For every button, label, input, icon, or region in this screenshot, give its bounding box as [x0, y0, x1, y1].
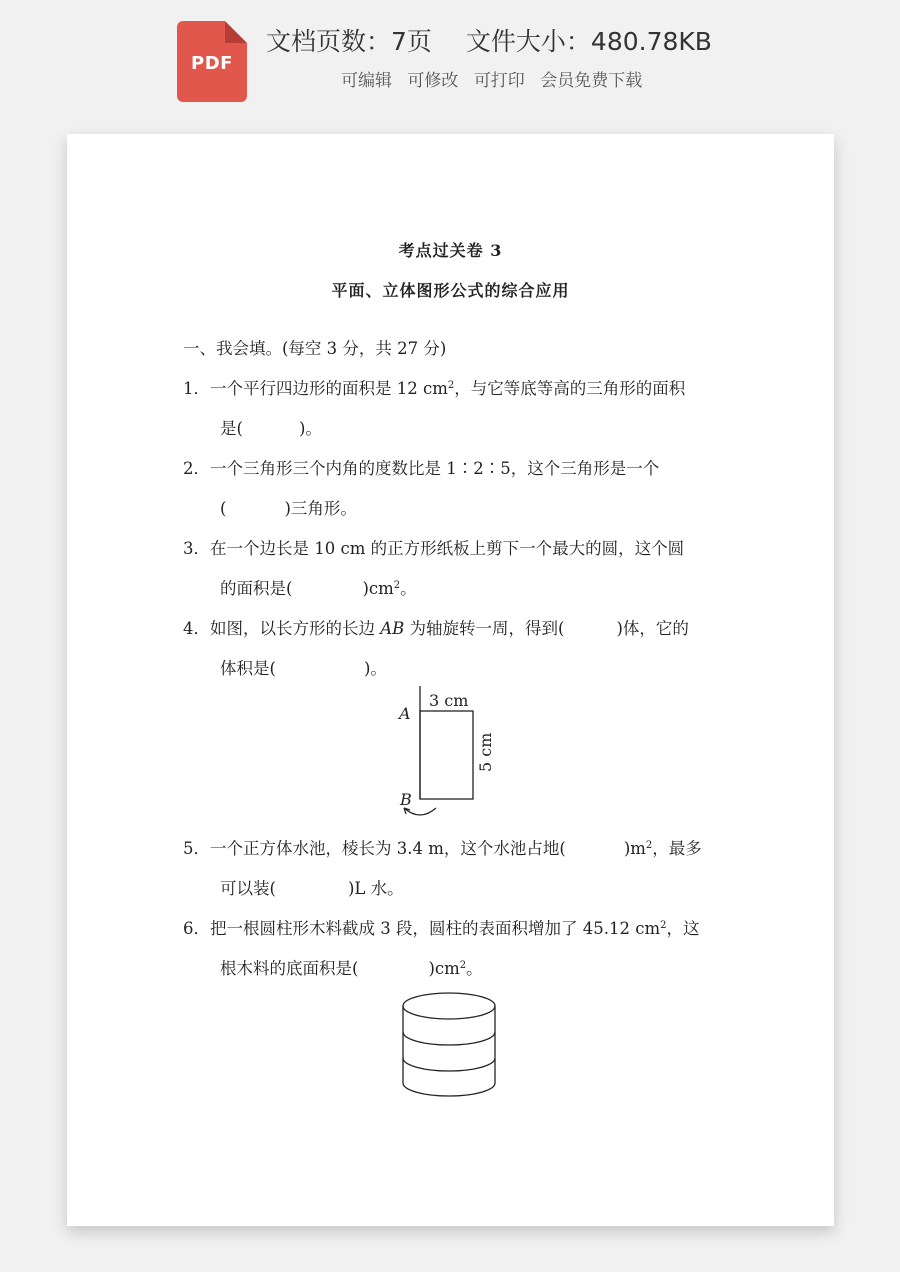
question-3-line-2: 的面积是( )$cm^2$。 [220, 579, 417, 598]
feature-printable: 可打印 [473, 71, 525, 91]
feature-modifiable: 可修改 [407, 71, 459, 91]
cylinder-figure [399, 990, 499, 1102]
question-4-line-2: 体积是( )。 [220, 659, 387, 678]
question-6-line-2: 根木料的底面积是( )$cm^2$。 [220, 959, 483, 978]
page-count: 文档页数：7页 [266, 27, 432, 56]
section-heading: 一、我会填。(每空 3 分，共 27 分) [183, 339, 447, 358]
doc-title: 考点过关卷 3 [398, 241, 503, 260]
feature-editable: 可编辑 [341, 71, 392, 91]
page-fold-corner [225, 21, 247, 43]
label-a: A [399, 704, 411, 723]
width-label: 3 cm [429, 691, 469, 710]
question-5-line-1: 5．一个正方体水池，棱长为 3.4 m，这个水池占地( )$m^2$，最多 [183, 839, 702, 858]
feature-member-download: 会员免费下载 [540, 71, 643, 91]
doc-subtitle: 平面、立体图形公式的综合应用 [331, 281, 570, 300]
question-2-line-2: ( )三角形。 [220, 499, 357, 518]
pdf-file-icon [177, 21, 247, 102]
cylinder-bottom [403, 1083, 495, 1096]
pdf-badge-label: PDF [191, 53, 233, 74]
cut-line-1 [403, 1032, 495, 1045]
cylinder-top [403, 993, 495, 1019]
question-4-line-1: 4．如图，以长方形的长边 AB 为轴旋转一周，得到( )体，它的 [183, 619, 689, 638]
question-5-line-2: 可以装( )L 水。 [220, 879, 404, 898]
file-info [266, 22, 712, 58]
label-b: B [400, 790, 412, 809]
question-2-line-1: 2．一个三角形三个内角的度数比是 1∶2∶5，这个三角形是一个 [183, 459, 660, 478]
question-6-line-1: 6．把一根圆柱形木料截成 3 段，圆柱的表面积增加了 45.12 $cm^2$，这 [183, 919, 700, 938]
question-1-line-1: 1．一个平行四边形的面积是 12 $cm^2$，与它等底等高的三角形的面积 [183, 379, 686, 398]
height-label: 5 cm [476, 732, 495, 772]
question-1-line-2: 是( )。 [220, 419, 322, 438]
feature-list [341, 66, 652, 91]
rectangle-rotation-figure [392, 686, 502, 822]
cut-line-2 [403, 1058, 495, 1071]
question-3-line-1: 3．在一个边长是 10 cm 的正方形纸板上剪下一个最大的圆，这个圆 [183, 539, 685, 558]
file-size: 文件大小：480.78KB [465, 27, 712, 56]
rectangle [420, 711, 473, 799]
document-page [67, 134, 834, 1226]
